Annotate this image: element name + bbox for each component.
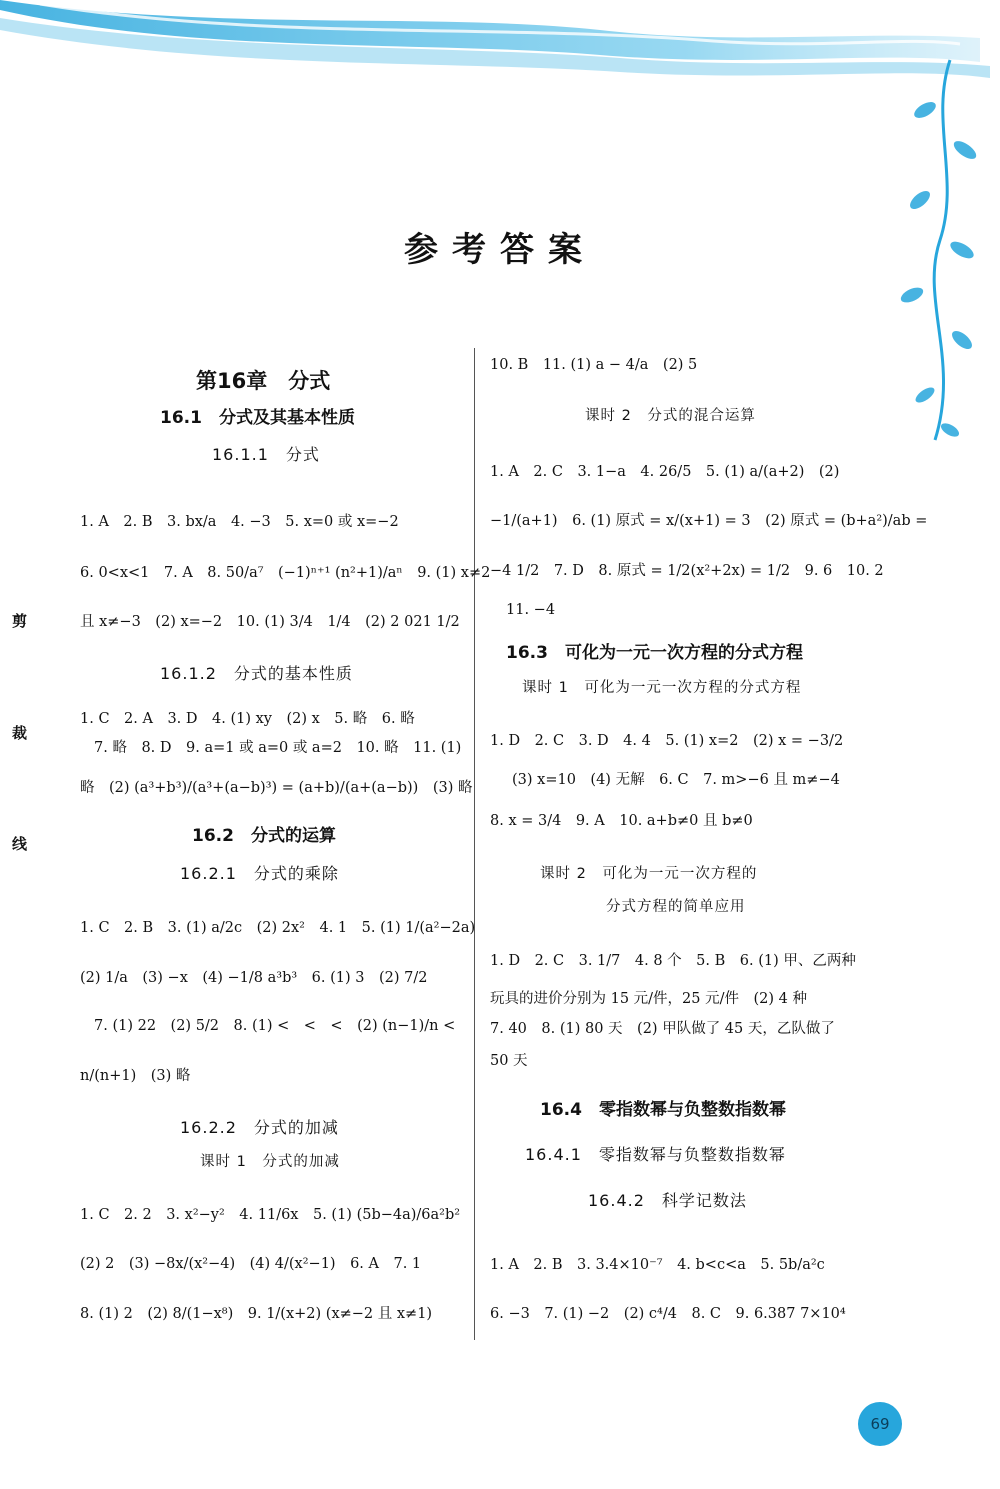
lesson-heading: 课时 2 可化为一元一次方程的: [540, 866, 758, 882]
answer-line: 8. x = 3/4 9. A 10. a+b≠0 且 b≠0: [490, 813, 753, 829]
lesson-heading: 分式方程的简单应用: [606, 899, 746, 915]
answer-line: 7. 略 8. D 9. a=1 或 a=0 或 a=2 10. 略 11. (1): [94, 740, 462, 756]
answer-line: 1. A 2. C 3. 1−a 4. 26/5 5. (1) a/(a+2) (2): [490, 464, 840, 480]
answer-line: 6. 0<x<1 7. A 8. 50/a⁷ (−1)ⁿ⁺¹ (n²+1)/aⁿ 9. (1) x≠2: [80, 565, 491, 581]
section-heading: 16.3 可化为一元一次方程的分式方程: [506, 643, 803, 663]
answer-line: (3) x=10 (4) 无解 6. C 7. m>−6 且 m≠−4: [512, 772, 840, 788]
answer-line: n/(n+1) (3) 略: [80, 1068, 191, 1084]
answer-line: (2) 1/a (3) −x (4) −1/8 a³b³ 6. (1) 3 (2) 7/2: [80, 970, 428, 986]
answer-line: 6. −3 7. (1) −2 (2) c⁴/4 8. C 9. 6.387 7×10⁴: [490, 1306, 846, 1322]
cut-mark-3: 线: [12, 835, 28, 853]
answer-line: −1/(a+1) 6. (1) 原式 = x/(x+1) = 3 (2) 原式 = (b+a²)/ab =: [490, 513, 928, 529]
answer-line: 7. (1) 22 (2) 5/2 8. (1) < < < (2) (n−1)/n <: [94, 1018, 456, 1034]
subsection-heading: 16.4.1 零指数幂与负整数指数幂: [525, 1145, 786, 1164]
subsection-heading: 16.4.2 科学记数法: [588, 1191, 747, 1210]
page-number: 69: [858, 1402, 902, 1446]
subsection-heading: 16.1.2 分式的基本性质: [160, 664, 353, 683]
answer-line: 1. C 2. A 3. D 4. (1) xy (2) x 5. 略 6. 略: [80, 711, 415, 727]
lesson-heading: 课时 2 分式的混合运算: [585, 408, 756, 424]
answer-line: 1. D 2. C 3. 1/7 4. 8 个 5. B 6. (1) 甲、乙两种: [490, 953, 856, 969]
subsection-heading: 16.1.1 分式: [212, 445, 320, 464]
subsection-heading: 16.2.2 分式的加减: [180, 1118, 339, 1137]
answer-line: 1. D 2. C 3. D 4. 4 5. (1) x=2 (2) x = −3/2: [490, 733, 844, 749]
answer-line: 50 天: [490, 1053, 528, 1069]
answer-line: (2) 2 (3) −8x/(x²−4) (4) 4/(x²−1) 6. A 7. 1: [80, 1256, 422, 1272]
answer-line: 1. A 2. B 3. 3.4×10⁻⁷ 4. b<c<a 5. 5b/a²c: [490, 1257, 825, 1273]
section-heading: 16.4 零指数幂与负整数指数幂: [540, 1100, 786, 1120]
answer-line: 10. B 11. (1) a − 4/a (2) 5: [490, 357, 698, 373]
answer-line: 且 x≠−3 (2) x=−2 10. (1) 3/4 1/4 (2) 2 021 1/2: [80, 614, 460, 630]
section-heading: 16.2 分式的运算: [192, 826, 336, 846]
lesson-heading: 课时 1 可化为一元一次方程的分式方程: [522, 680, 802, 696]
page-title: 参考答案: [404, 230, 596, 270]
column-divider: [474, 348, 475, 1340]
answer-line: 1. A 2. B 3. bx/a 4. −3 5. x=0 或 x=−2: [80, 514, 399, 530]
cut-mark-2: 裁: [12, 724, 28, 742]
subsection-heading: 16.2.1 分式的乘除: [180, 864, 339, 883]
answer-line: 7. 40 8. (1) 80 天 (2) 甲队做了 45 天，乙队做了: [490, 1021, 835, 1037]
answer-line: 略 (2) (a³+b³)/(a³+(a−b)³) = (a+b)/(a+(a−b)) (3) 略: [80, 780, 473, 796]
answer-line: −4 1/2 7. D 8. 原式 = 1/2(x²+2x) = 1/2 9. 6 10. 2: [490, 563, 884, 579]
chapter-heading: 第16章 分式: [196, 369, 331, 393]
answer-line: 1. C 2. 2 3. x²−y² 4. 11/6x 5. (1) (5b−4a)/6a²b²: [80, 1207, 461, 1223]
answer-line: 11. −4: [506, 602, 556, 618]
cut-mark-1: 剪: [12, 612, 28, 630]
answer-line: 玩具的进价分别为 15 元/件，25 元/件 (2) 4 种: [490, 991, 807, 1007]
answer-line: 8. (1) 2 (2) 8/(1−x⁸) 9. 1/(x+2) (x≠−2 且 x≠1): [80, 1306, 433, 1322]
answer-line: 1. C 2. B 3. (1) a/2c (2) 2x² 4. 1 5. (1) 1/(a²−2a): [80, 920, 476, 936]
section-heading: 16.1 分式及其基本性质: [160, 408, 355, 428]
lesson-heading: 课时 1 分式的加减: [200, 1154, 340, 1170]
